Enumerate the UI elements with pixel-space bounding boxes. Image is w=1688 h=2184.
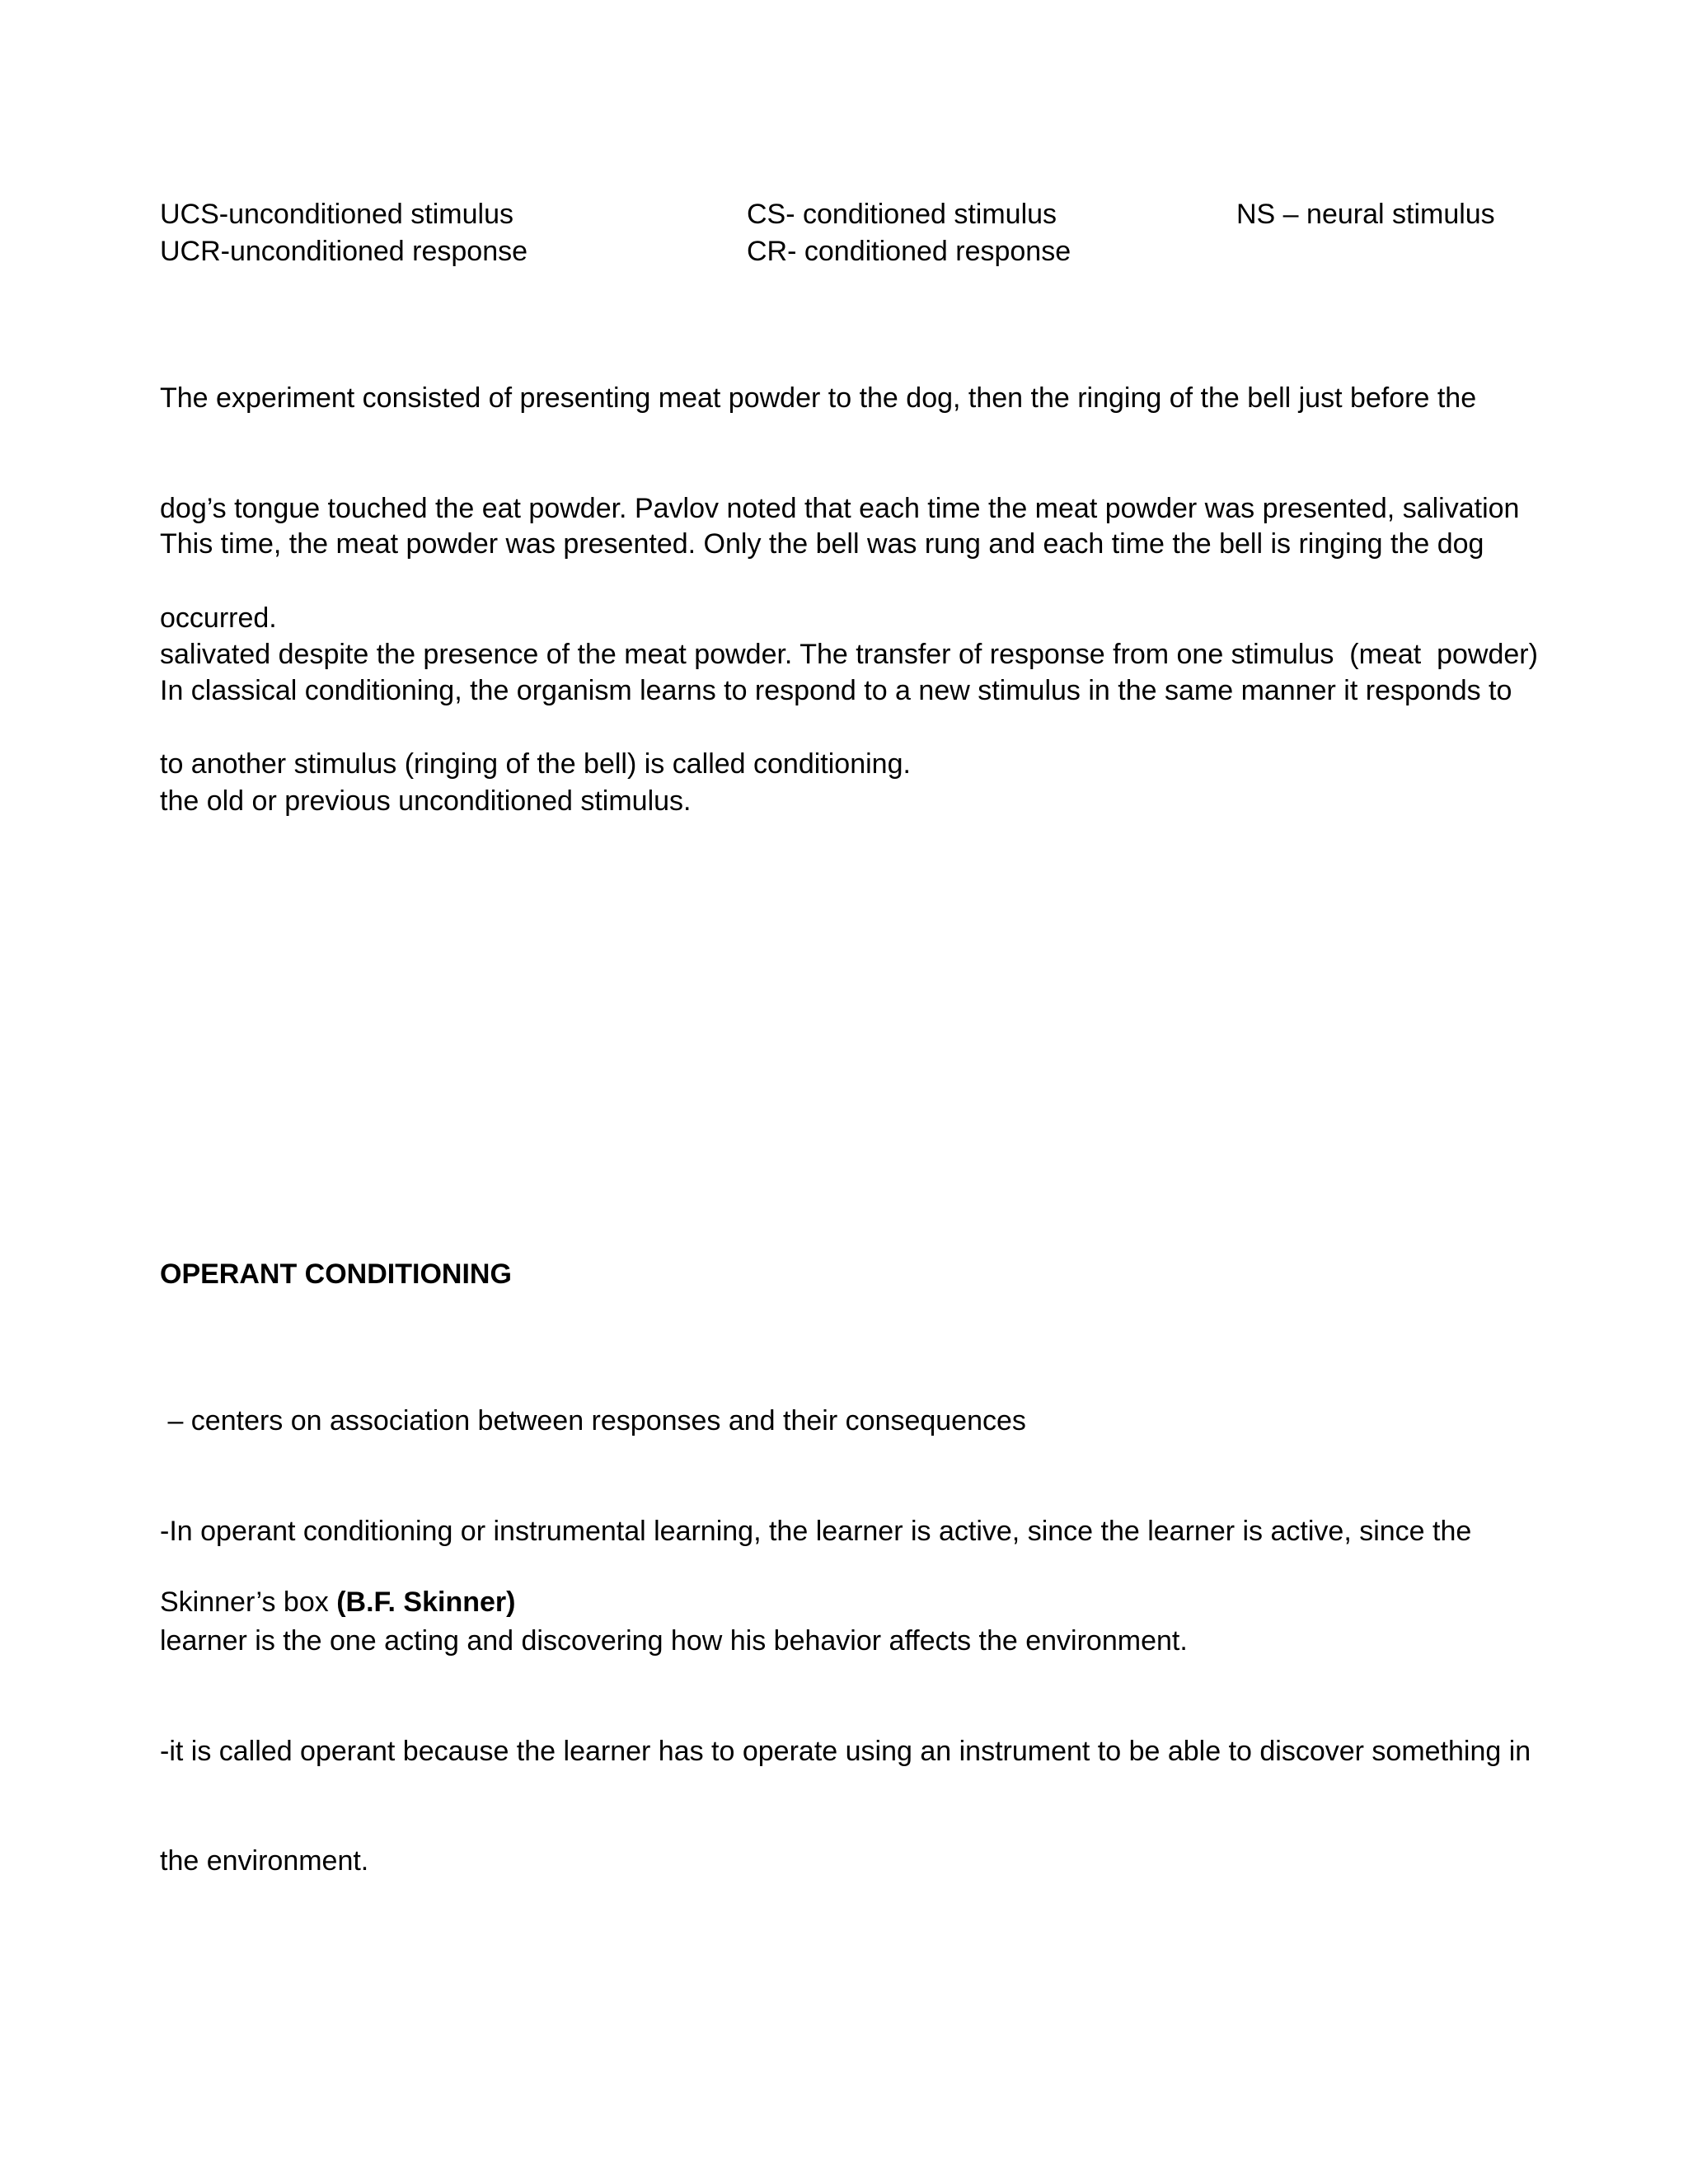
skinner-box-prefix: Skinner’s box xyxy=(160,1586,337,1618)
text-line: the old or previous unconditioned stimulus. xyxy=(160,785,692,817)
skinner-name: (B.F. Skinner) xyxy=(336,1586,516,1618)
abbr-ns: NS – neural stimulus xyxy=(1236,199,1495,230)
paragraph-classical xyxy=(160,599,1512,893)
abbr-ucr: UCR-unconditioned response xyxy=(160,236,528,267)
text-line: -it is called operant because the learner has to operate using an instrument to be able to discover something in xyxy=(160,1735,1531,1767)
section-heading-operant: OPERANT CONDITIONING xyxy=(160,1258,512,1290)
text-line: The experiment consisted of presenting meat powder to the dog, then the ringing of the bell just before the xyxy=(160,382,1477,414)
abbr-cs: CS- conditioned stimulus xyxy=(747,199,1057,230)
text-line: dog’s tongue touched the eat powder. Pavlov noted that each time the meat powder was presented, salivation xyxy=(160,492,1520,524)
skinner-box-line xyxy=(160,1584,515,1621)
text-line: to another stimulus (ringing of the bell) is called conditioning. xyxy=(160,748,911,780)
abbr-ucs: UCS-unconditioned stimulus xyxy=(160,199,513,230)
text-line: -In operant conditioning or instrumental learning, the learner is active, since the learner is active, since the xyxy=(160,1515,1472,1547)
text-line: the environment. xyxy=(160,1845,369,1877)
text-line: salivated despite the presence of the meat powder. The transfer of response from one stimulus (meat powder) xyxy=(160,638,1538,670)
abbr-cr: CR- conditioned response xyxy=(747,236,1071,267)
text-line: This time, the meat powder was presented. Only the bell was rung and each time the bell is ringing the dog xyxy=(160,528,1484,560)
text-line: – centers on association between responses and their consequences xyxy=(160,1405,1026,1436)
text-line: In classical conditioning, the organism learns to respond to a new stimulus in the same manner it responds to xyxy=(160,675,1512,706)
text-line: occurred. xyxy=(160,602,277,634)
paragraph-operant xyxy=(160,1329,1531,1953)
text-line: learner is the one acting and discovering how his behavior affects the environment. xyxy=(160,1625,1188,1657)
